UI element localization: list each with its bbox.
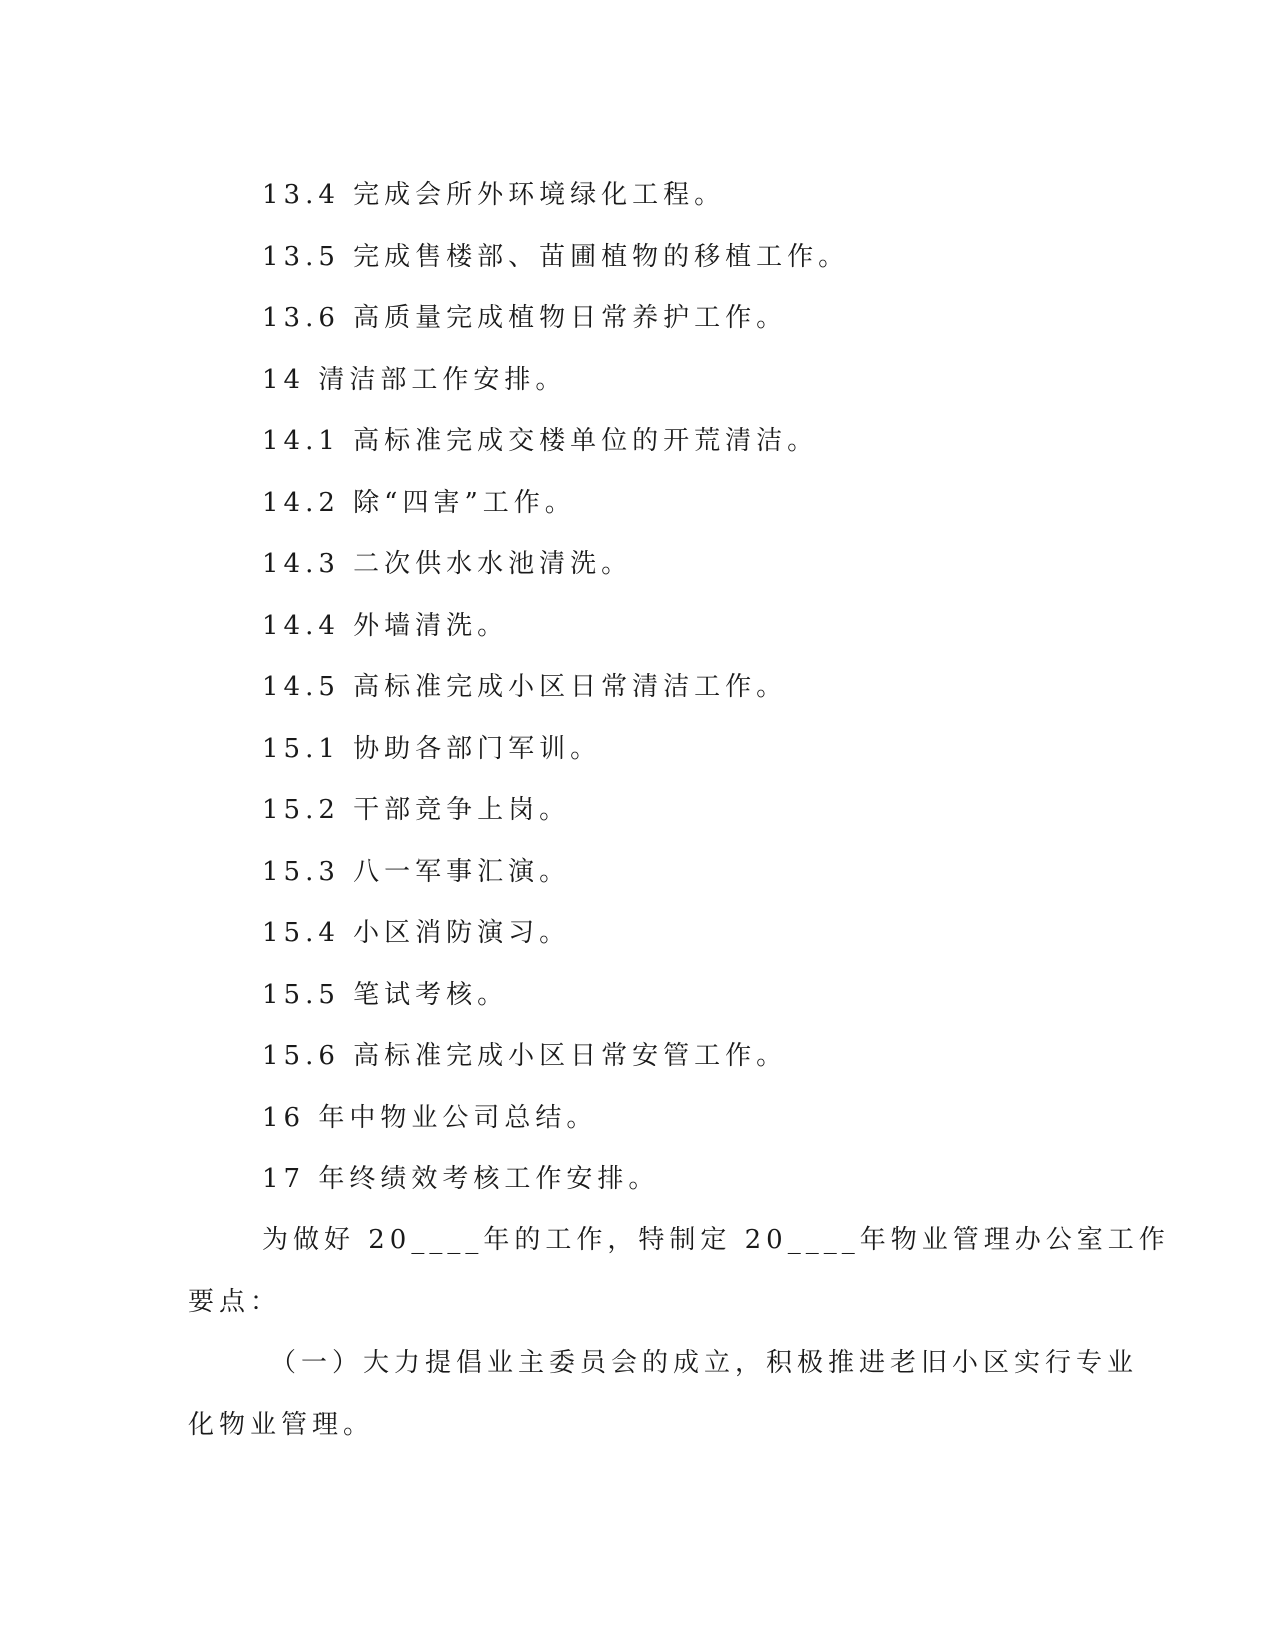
list-item: 14.3 二次供水水池清洗。 <box>262 549 633 579</box>
intro-paragraph-line-1: 为做好 20____年的工作，特制定 20____年物业管理办公室工作 <box>262 1225 1170 1255</box>
list-item: 14.5 高标准完成小区日常清洁工作。 <box>262 672 788 702</box>
list-item: 13.6 高质量完成植物日常养护工作。 <box>262 303 788 333</box>
list-item: 14.2 除“四害”工作。 <box>262 487 576 518</box>
point-one-paragraph-line-2: 化物业管理。 <box>188 1409 375 1440</box>
intro-paragraph-line-2: 要点： <box>188 1286 282 1317</box>
list-item: 13.5 完成售楼部、苗圃植物的移植工作。 <box>262 241 850 272</box>
point-one-paragraph-line-1: （一）大力提倡业主委员会的成立，积极推进老旧小区实行专业 <box>270 1348 1139 1378</box>
list-item: 14 清洁部工作安排。 <box>262 364 567 395</box>
list-item: 13.4 完成会所外环境绿化工程。 <box>262 180 726 210</box>
list-item: 15.1 协助各部门军训。 <box>262 733 602 764</box>
point-one-paragraph <box>188 1333 1139 1456</box>
list-item: 15.5 笔试考核。 <box>262 979 509 1010</box>
list-item: 15.2 干部竞争上岗。 <box>262 795 571 825</box>
intro-paragraph <box>188 1210 1170 1333</box>
list-item: 14.1 高标准完成交楼单位的开荒清洁。 <box>262 426 819 456</box>
list-item: 15.3 八一军事汇演。 <box>262 856 571 887</box>
list-item: 16 年中物业公司总结。 <box>262 1102 598 1133</box>
list-item: 17 年终绩效考核工作安排。 <box>262 1164 660 1194</box>
list-item: 15.6 高标准完成小区日常安管工作。 <box>262 1041 788 1071</box>
list-item: 15.4 小区消防演习。 <box>262 918 571 948</box>
work-item-list <box>262 165 1082 1211</box>
list-item: 14.4 外墙清洗。 <box>262 610 509 641</box>
